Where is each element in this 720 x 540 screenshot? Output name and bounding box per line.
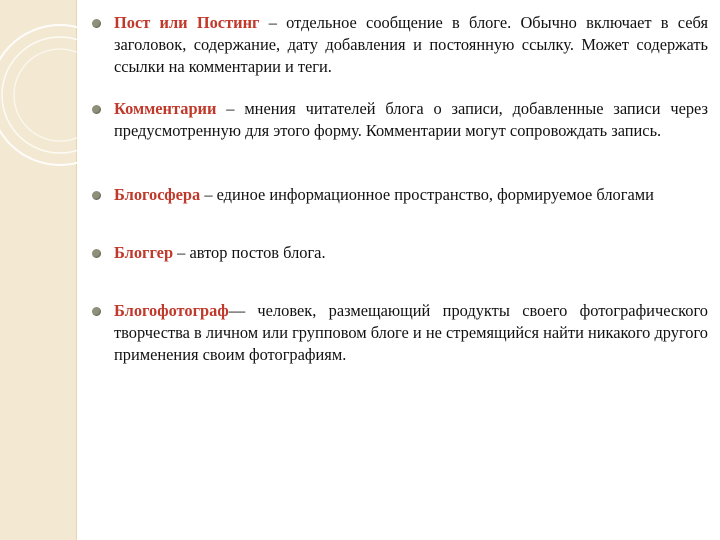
term-photographer: Блогофотограф <box>114 301 229 320</box>
term-blogger: Блоггер <box>114 243 174 262</box>
term-blogosphere: Блогосфера <box>114 185 201 204</box>
list-item-photographer <box>92 300 708 366</box>
list-item-blogger <box>92 242 708 264</box>
bullet-icon <box>92 249 101 258</box>
definition-list <box>92 12 708 366</box>
list-item-blogosphere <box>92 184 708 206</box>
bullet-icon <box>92 307 101 316</box>
definition-photographer: — человек, размещающий продукты своего фотографического творчества в личном или групповом блоге и не стремящийся найти никакого другого применения своим фотографиям. <box>114 301 708 364</box>
definition-blogosphere: – единое информационное пространство, формируемое блогами <box>200 185 654 204</box>
definition-blogger: – автор постов блога. <box>173 243 326 262</box>
bullet-icon <box>92 19 101 28</box>
definition-post: – отдельное сообщение в блоге. Обычно включает в себя заголовок, содержание, дату добавления и постоянную ссылку. Может содержать ссылки на комментарии и теги. <box>114 13 709 76</box>
list-item-comments <box>92 98 708 142</box>
bullet-icon <box>92 105 101 114</box>
list-item-post <box>92 12 708 78</box>
bullet-icon <box>92 191 101 200</box>
definition-comments: – мнения читателей блога о записи, добавленные записи через предусмотренную для этого форму. Комментарии могут сопровождать запись. <box>114 99 708 140</box>
term-post: Пост или Постинг <box>114 13 260 32</box>
term-comments: Комментарии <box>114 99 217 118</box>
